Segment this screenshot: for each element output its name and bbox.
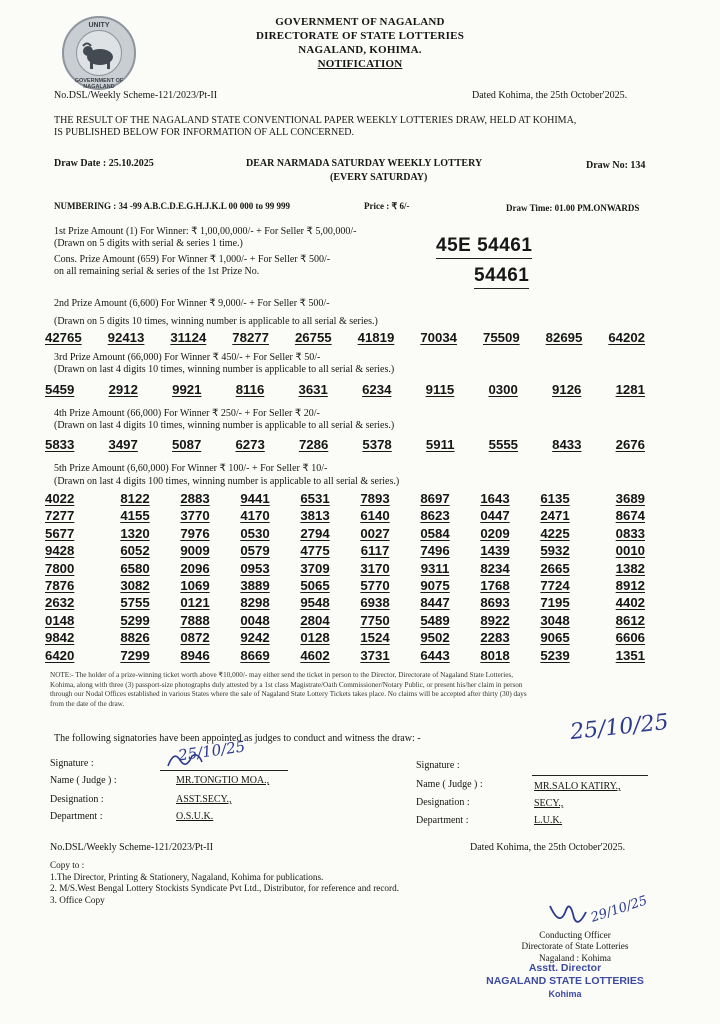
winning-number: 41819 xyxy=(357,330,395,345)
winning-number: 6140 xyxy=(360,508,390,524)
header-notification: NOTIFICATION xyxy=(317,58,403,70)
winning-number: 2676 xyxy=(615,437,645,452)
official-stamp xyxy=(480,962,650,1001)
winning-number: 9502 xyxy=(420,630,450,646)
winning-number: 7724 xyxy=(540,578,570,594)
intro-line-2: IS PUBLISHED BELOW FOR INFORMATION OF ALL CONCERNED. xyxy=(54,127,355,138)
note-line-1: NOTE:- The holder of a prize-winning ticket worth above ₹10,000/- may either send the ticket in person to the Director, Directorate of Nagaland State Lotteries, xyxy=(50,671,513,679)
reference-number: No.DSL/Weekly Scheme-121/2023/Pt-II xyxy=(54,90,218,101)
fourth-prize-line-2: (Drawn on last 4 digits 10 times, winning number is applicable to all serial & series.) xyxy=(54,420,395,431)
winning-number: 5489 xyxy=(420,612,450,628)
winning-number: 3731 xyxy=(360,647,390,663)
winning-number: 7876 xyxy=(45,578,75,594)
winning-number: 0300 xyxy=(488,382,518,397)
winning-number: 82695 xyxy=(545,330,583,345)
winning-number: 3082 xyxy=(120,578,150,594)
officer-line-1: Conducting Officer xyxy=(539,930,611,940)
winning-number: 6234 xyxy=(362,382,392,397)
winning-number: 1281 xyxy=(615,382,645,397)
winning-number: 1351 xyxy=(615,647,645,663)
third-prize-line-1: 3rd Prize Amount (66,000) For Winner ₹ 450/- + For Seller ₹ 50/- xyxy=(54,352,321,363)
winning-number: 8298 xyxy=(240,595,270,611)
winning-number: 0872 xyxy=(180,630,210,646)
fifth-prize-numbers xyxy=(45,490,645,664)
winning-number: 8946 xyxy=(180,647,210,663)
winning-number: 6443 xyxy=(420,647,450,663)
cons-prize-number: 54461 xyxy=(474,265,529,289)
winning-number: 8623 xyxy=(420,508,450,524)
winning-number: 2283 xyxy=(480,630,510,646)
winning-number: 9242 xyxy=(240,630,270,646)
numbering: NUMBERING : 34 -99 A.B.C.D.E.G.H.J.K.L 00 000 to 99 999 xyxy=(54,201,291,211)
copy-to-heading: Copy to : xyxy=(50,860,85,870)
winning-number: 64202 xyxy=(608,330,645,345)
winning-number: 6420 xyxy=(45,647,75,663)
winning-number: 2883 xyxy=(180,491,210,506)
first-prize-number: 45E 54461 xyxy=(436,235,532,259)
winning-number: 8116 xyxy=(235,382,265,397)
dated-line: Dated Kohima, the 25th October'2025. xyxy=(472,90,628,101)
ticket-price: Price : ₹ 6/- xyxy=(364,201,410,211)
winning-number: 0148 xyxy=(45,612,75,628)
third-prize-numbers xyxy=(45,382,645,397)
claim-note xyxy=(50,671,640,709)
copy-to-item-3: 3. Office Copy xyxy=(50,894,105,905)
winning-number: 9126 xyxy=(552,382,582,397)
winning-number: 0447 xyxy=(480,508,510,524)
left-designation: ASST.SECY., xyxy=(176,794,232,805)
right-department: L.U.K. xyxy=(534,815,563,826)
stamp-line-2: NAGALAND STATE LOTTERIES xyxy=(486,975,644,987)
winning-number: 4022 xyxy=(45,491,75,506)
lottery-name: DEAR NARMADA SATURDAY WEEKLY LOTTERY xyxy=(246,158,483,169)
winning-number: 9548 xyxy=(300,595,330,611)
winning-number: 8669 xyxy=(240,647,270,663)
winning-number: 3497 xyxy=(108,437,138,452)
winning-number: 0128 xyxy=(300,630,330,646)
winning-number: 3770 xyxy=(180,508,210,524)
draw-time: Draw Time: 01.00 PM.ONWARDS xyxy=(506,203,640,213)
winning-number: 1524 xyxy=(360,630,390,646)
winning-number: 9065 xyxy=(540,630,570,646)
winning-number: 4775 xyxy=(300,543,330,559)
fourth-prize-numbers xyxy=(45,437,645,452)
note-line-4: from the date of the draw. xyxy=(50,699,125,708)
winning-number: 9842 xyxy=(45,630,75,646)
officer-line-3: Nagaland : Kohima xyxy=(539,952,611,963)
winning-number: 2471 xyxy=(540,508,570,524)
winning-number: 0579 xyxy=(240,543,270,559)
winning-number: 26755 xyxy=(294,330,332,345)
winning-number: 6135 xyxy=(540,491,570,506)
winning-number: 5677 xyxy=(45,525,75,541)
winning-number: 3170 xyxy=(360,560,390,576)
second-prize-line-1: 2nd Prize Amount (6,600) For Winner ₹ 9,000/- + For Seller ₹ 500/- xyxy=(54,298,330,309)
winning-number: 5770 xyxy=(360,578,390,594)
right-signature-line xyxy=(532,775,648,776)
winning-number: 78277 xyxy=(232,330,269,345)
winning-number: 0530 xyxy=(240,525,270,541)
right-department-label: Department : xyxy=(416,815,469,826)
copy-to-item-1: 1.The Director, Printing & Stationery, Nagaland, Kohima for publications. xyxy=(50,871,324,882)
third-prize-line-2: (Drawn on last 4 digits 10 times, winning number is applicable to all serial & series.) xyxy=(54,364,395,375)
winning-number: 9075 xyxy=(420,578,450,594)
winning-number: 1069 xyxy=(180,578,210,594)
winning-number: 8697 xyxy=(420,491,450,506)
winning-number: 75509 xyxy=(482,330,520,345)
left-name-label: Name ( Judge ) : xyxy=(50,775,117,786)
copy-to xyxy=(50,860,399,906)
right-judge-handwriting: 25/10/25 xyxy=(568,709,670,746)
judges-intro: The following signatories have been appointed as judges to conduct and witness the draw: - xyxy=(54,733,421,744)
officer-handwriting: 29/10/25 xyxy=(589,893,650,926)
winning-number: 8447 xyxy=(420,595,450,611)
draw-number: Draw No: 134 xyxy=(586,160,646,171)
winning-number: 5459 xyxy=(45,382,75,397)
winning-number: 5378 xyxy=(362,437,392,452)
lottery-frequency: (EVERY SATURDAY) xyxy=(330,172,428,183)
seal-bottom-text: GOVERNMENT OF NAGALAND xyxy=(74,78,124,90)
first-prize-line-1: 1st Prize Amount (1) For Winner: ₹ 1,00,00,000/- + For Seller ₹ 5,00,000/- xyxy=(54,226,357,237)
winning-number: 4602 xyxy=(300,647,330,663)
winning-number: 7496 xyxy=(420,543,450,559)
winning-number: 5755 xyxy=(120,595,150,611)
left-judge-handwriting: 25/10/25 xyxy=(177,737,247,765)
winning-number: 1382 xyxy=(615,560,645,576)
winning-number: 8122 xyxy=(120,491,150,506)
winning-number: 8674 xyxy=(615,508,645,524)
winning-number: 70034 xyxy=(420,330,457,345)
winning-number: 3048 xyxy=(540,612,570,628)
winning-number: 31124 xyxy=(170,330,207,345)
winning-number: 3813 xyxy=(300,508,330,524)
right-name-label: Name ( Judge ) : xyxy=(416,779,483,790)
winning-number: 7299 xyxy=(120,647,150,663)
right-signature-label: Signature : xyxy=(416,760,460,771)
winning-number: 5911 xyxy=(425,437,455,452)
winning-number: 6117 xyxy=(360,543,390,559)
winning-number: 3709 xyxy=(300,560,330,576)
winning-number: 5239 xyxy=(540,647,570,663)
winning-number: 0953 xyxy=(240,560,270,576)
winning-number: 5555 xyxy=(488,437,518,452)
fourth-prize-line-1: 4th Prize Amount (66,000) For Winner ₹ 250/- + For Seller ₹ 20/- xyxy=(54,408,320,419)
winning-number: 5833 xyxy=(45,437,75,452)
first-prize-line-2: (Drawn on 5 digits with serial & series 1 time.) xyxy=(54,238,243,249)
conducting-officer xyxy=(500,930,650,964)
left-department: O.S.U.K. xyxy=(176,811,214,822)
winning-number: 6580 xyxy=(120,560,150,576)
winning-number: 7277 xyxy=(45,508,75,524)
left-designation-label: Designation : xyxy=(50,794,104,805)
winning-number: 7976 xyxy=(180,525,210,541)
header-line-1: GOVERNMENT OF NAGALAND xyxy=(275,16,445,28)
winning-number: 7750 xyxy=(360,612,390,628)
winning-number: 92413 xyxy=(107,330,145,345)
winning-number: 7888 xyxy=(180,612,210,628)
header-line-3: NAGALAND, KOHIMA. xyxy=(298,44,422,56)
intro-line-1: THE RESULT OF THE NAGALAND STATE CONVENTIONAL PAPER WEEKLY LOTTERIES DRAW, HELD AT KOHIMA, xyxy=(54,115,577,126)
winning-number: 6531 xyxy=(300,491,330,506)
second-prize-line-2: (Drawn on 5 digits 10 times, winning number is applicable to all serial & series.) xyxy=(54,316,378,327)
left-judge-name: MR.TONGTIO MOA., xyxy=(176,775,270,786)
winning-number: 2804 xyxy=(300,612,330,628)
winning-number: 0833 xyxy=(615,525,645,541)
winning-number: 0584 xyxy=(420,525,450,541)
stamp-line-1: Asstt. Director xyxy=(528,962,602,974)
winning-number: 6938 xyxy=(360,595,390,611)
draw-date: Draw Date : 25.10.2025 xyxy=(54,158,154,169)
header-line-2: DIRECTORATE OF STATE LOTTERIES xyxy=(255,30,465,42)
winning-number: 0010 xyxy=(615,543,645,559)
left-signature-icon xyxy=(164,748,206,770)
winning-number: 5065 xyxy=(300,578,330,594)
winning-number: 8693 xyxy=(480,595,510,611)
winning-number: 9115 xyxy=(425,382,455,397)
winning-number: 2665 xyxy=(540,560,570,576)
winning-number: 0048 xyxy=(240,612,270,628)
winning-number: 1320 xyxy=(120,525,150,541)
winning-number: 7195 xyxy=(540,595,570,611)
winning-number: 4402 xyxy=(615,595,645,611)
officer-signature-icon xyxy=(546,900,594,930)
winning-number: 3631 xyxy=(298,382,328,397)
winning-number: 5932 xyxy=(540,543,570,559)
winning-number: 6052 xyxy=(120,543,150,559)
winning-number: 5087 xyxy=(171,437,202,452)
winning-number: 42765 xyxy=(45,330,82,345)
winning-number: 8018 xyxy=(480,647,510,663)
winning-number: 2794 xyxy=(300,525,330,541)
winning-number: 6606 xyxy=(615,630,645,646)
winning-number: 7893 xyxy=(360,491,390,506)
winning-number: 4225 xyxy=(540,525,570,541)
winning-number: 2096 xyxy=(180,560,210,576)
winning-number: 7286 xyxy=(298,437,329,452)
dated-line-bottom: Dated Kohima, the 25th October'2025. xyxy=(470,842,626,853)
winning-number: 5299 xyxy=(120,612,150,628)
officer-line-2: Directorate of State Lotteries xyxy=(521,941,629,952)
winning-number: 2912 xyxy=(108,382,138,397)
winning-number: 8922 xyxy=(480,612,510,628)
winning-number: 8912 xyxy=(615,578,645,594)
winning-number: 0027 xyxy=(360,525,390,541)
winning-number: 9441 xyxy=(240,491,270,506)
winning-number: 3689 xyxy=(615,491,645,506)
winning-number: 3889 xyxy=(240,578,270,594)
winning-number: 0209 xyxy=(480,525,510,541)
winning-number: 8433 xyxy=(552,437,582,452)
note-line-2: Kohima, along with three (3) passport-size photographs duly attested by a 1st class Magistrate/Oath Commissioner/Notary Public, or present his/her claim in person xyxy=(50,680,523,689)
note-line-3: through our Nodal Offices established in various States where the sale of Nagaland State Lottery Tickets takes place. No claims will be accepted after thirty (30) days xyxy=(50,690,527,699)
winning-number: 1439 xyxy=(480,543,510,559)
winning-number: 1768 xyxy=(480,578,510,594)
second-prize-numbers xyxy=(45,330,645,345)
fifth-prize-line-1: 5th Prize Amount (6,60,000) For Winner ₹ 100/- + For Seller ₹ 10/- xyxy=(54,463,328,474)
winning-number: 1643 xyxy=(480,491,510,506)
cons-prize-line-2: on all remaining serial & series of the 1st Prize No. xyxy=(54,266,260,277)
winning-number: 7800 xyxy=(45,560,75,576)
right-designation: SECY., xyxy=(534,798,564,809)
winning-number: 9921 xyxy=(172,382,202,397)
winning-number: 8826 xyxy=(120,630,150,646)
left-signature-line xyxy=(160,770,288,771)
copy-to-item-2: 2. M/S.West Bengal Lottery Stockists Syndicate Pvt Ltd., Distributor, for reference and record. xyxy=(50,883,399,894)
stamp-line-3: Kohima xyxy=(548,989,582,999)
left-signature-label: Signature : xyxy=(50,758,94,769)
winning-number: 2632 xyxy=(45,595,75,611)
winning-number: 8234 xyxy=(480,560,510,576)
left-department-label: Department : xyxy=(50,811,103,822)
winning-number: 9311 xyxy=(420,560,450,576)
winning-number: 0121 xyxy=(180,595,210,611)
winning-number: 4170 xyxy=(240,508,270,524)
seal-top-text: UNITY xyxy=(88,22,110,29)
fifth-prize-line-2: (Drawn on last 4 digits 100 times, winning number is applicable to all serial & series.) xyxy=(54,476,400,487)
cons-prize-line-1: Cons. Prize Amount (659) For Winner ₹ 1,000/- + For Seller ₹ 500/- xyxy=(54,254,331,265)
right-judge-name: MR.SALO KATIRY., xyxy=(534,781,621,792)
winning-number: 6273 xyxy=(235,437,265,452)
winning-number: 9428 xyxy=(45,543,75,559)
reference-number-bottom: No.DSL/Weekly Scheme-121/2023/Pt-II xyxy=(50,842,214,853)
winning-number: 9009 xyxy=(180,543,210,559)
winning-number: 8612 xyxy=(615,612,645,628)
winning-number: 4155 xyxy=(120,508,150,524)
right-designation-label: Designation : xyxy=(416,797,470,808)
